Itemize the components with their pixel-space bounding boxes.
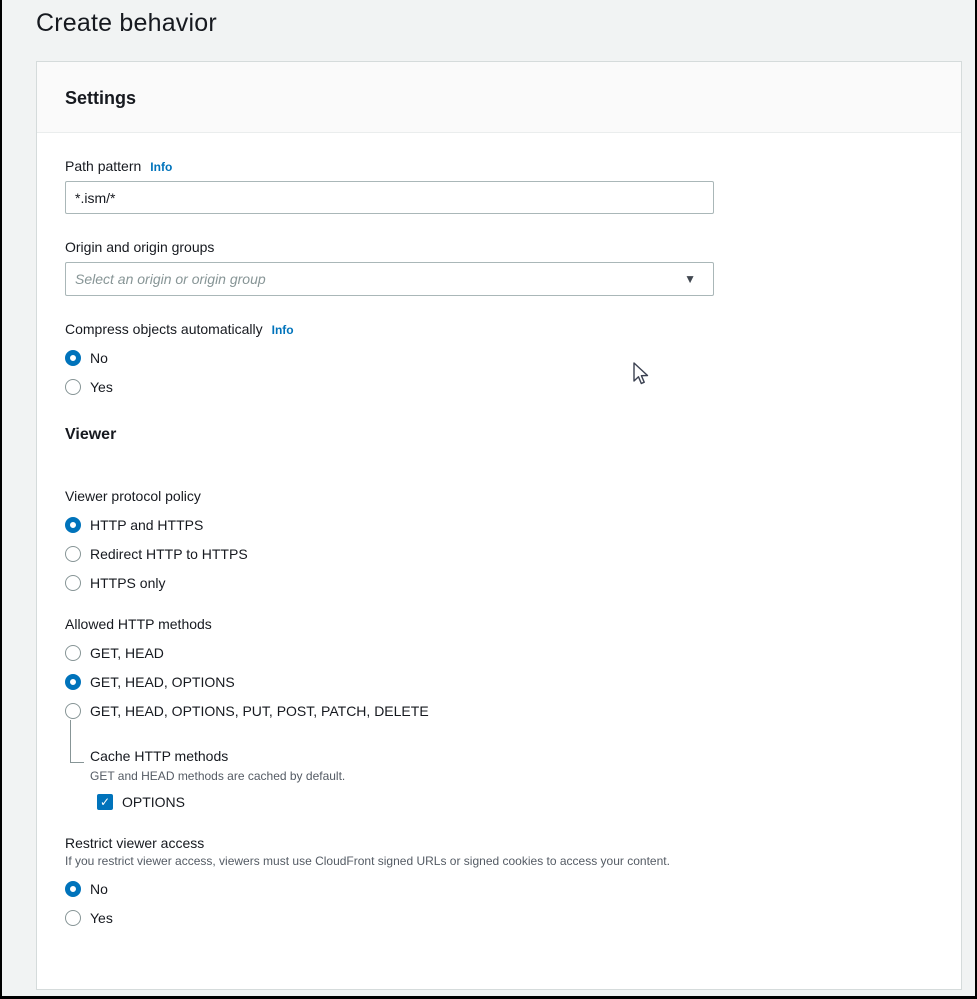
path-pattern-info-link[interactable]: Info [150,160,173,174]
radio-compress-yes[interactable]: Yes [65,379,933,395]
radio-methods-get-head[interactable]: GET, HEAD [65,645,933,661]
protocol-policy-label: Viewer protocol policy [65,488,201,504]
allowed-methods-label-row [65,616,933,632]
radio-methods-get-head-options[interactable]: GET, HEAD, OPTIONS [65,674,933,690]
settings-card-header [37,62,961,133]
chevron-down-icon: ▼ [684,272,696,286]
cache-methods-content [90,748,345,810]
restrict-access-label: Restrict viewer access [65,835,205,851]
radio-unselected-icon [65,703,81,719]
radio-unselected-icon [65,379,81,395]
radio-protocol-http-and-https[interactable]: HTTP and HTTPS [65,517,933,533]
compress-label-row [65,321,933,337]
radio-compress-no[interactable]: No [65,350,933,366]
radio-protocol-https-only[interactable]: HTTPS only [65,575,933,591]
tree-connector [70,720,84,763]
protocol-policy-label-row [65,488,933,504]
cache-methods-description: GET and HEAD methods are cached by default. [90,769,346,783]
compress-label: Compress objects automatically [65,321,263,337]
restrict-access-description: If you restrict viewer access, viewers must use CloudFront signed URLs or signed cookies to access your content. [65,854,670,868]
cache-methods-section [65,719,933,810]
radio-unselected-icon [65,546,81,562]
radio-protocol-redirect[interactable]: Redirect HTTP to HTTPS [65,546,933,562]
viewer-heading: Viewer [65,426,117,443]
radio-unselected-icon [65,910,81,926]
settings-heading: Settings [65,88,137,108]
radio-restrict-no[interactable]: No [65,881,933,897]
restrict-access-label-row [65,835,933,851]
origin-select-placeholder: Select an origin or origin group [75,271,266,287]
path-pattern-label: Path pattern [65,158,142,174]
radio-selected-icon [65,674,81,690]
radio-unselected-icon [65,575,81,591]
path-pattern-input[interactable] [65,181,714,214]
radio-unselected-icon [65,645,81,661]
radio-selected-icon [65,881,81,897]
origin-label: Origin and origin groups [65,239,215,255]
radio-restrict-yes[interactable]: Yes [65,910,933,926]
page-title: Create behavior [36,9,217,37]
checkbox-checked-icon: ✓ [97,794,113,810]
settings-card-body [37,133,961,926]
origin-label-row [65,239,933,255]
path-pattern-label-row [65,158,933,174]
radio-selected-icon [65,517,81,533]
checkbox-cache-options[interactable]: ✓ OPTIONS [97,794,345,810]
cache-methods-label: Cache HTTP methods [90,748,229,764]
settings-card [36,61,962,990]
radio-methods-all[interactable]: GET, HEAD, OPTIONS, PUT, POST, PATCH, DELETE [65,703,933,719]
origin-select[interactable] [65,262,714,296]
radio-selected-icon [65,350,81,366]
compress-info-link[interactable]: Info [271,323,294,337]
allowed-methods-label: Allowed HTTP methods [65,616,212,632]
